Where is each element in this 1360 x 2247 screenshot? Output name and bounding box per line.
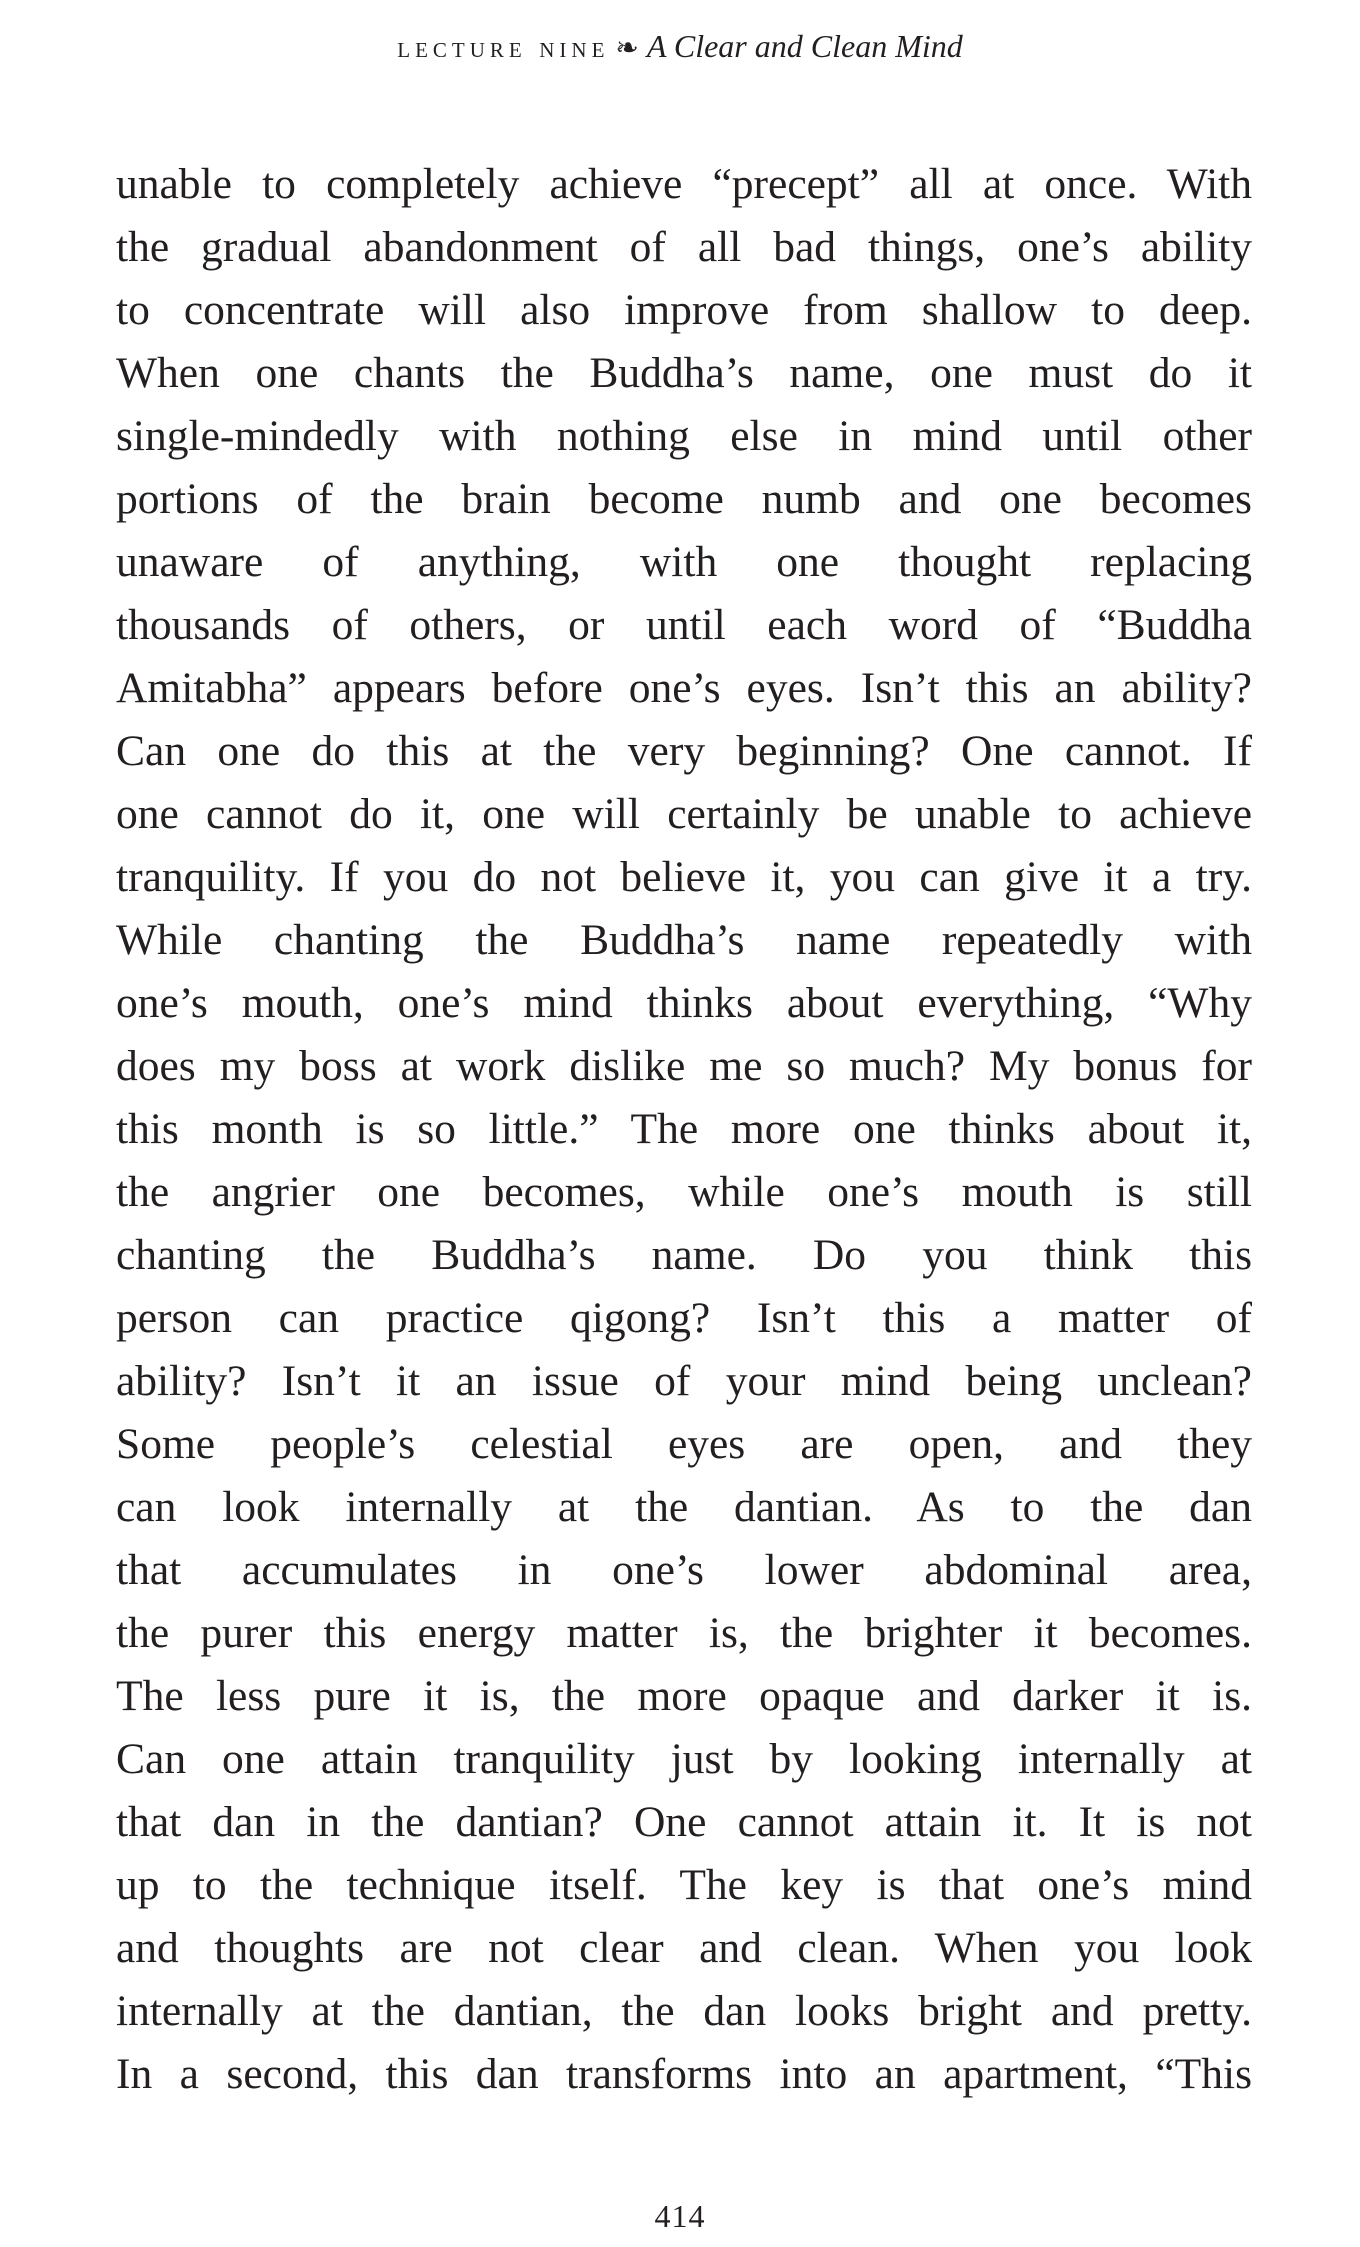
text-line: can look internally at the dantian. As to the dan: [116, 1483, 1252, 1531]
text-line: that dan in the dantian? One cannot attain it. It is not: [116, 1798, 1252, 1846]
text-line: one’s mouth, one’s mind thinks about everything, “Why: [116, 979, 1252, 1027]
page-number: 414: [654, 2198, 706, 2234]
text-line: unable to completely achieve “precept” all at once. With: [116, 160, 1252, 208]
text-line: Can one attain tranquility just by looking internally at: [116, 1735, 1252, 1783]
text-line: up to the technique itself. The key is that one’s mind: [116, 1861, 1252, 1909]
text-line: the angrier one becomes, while one’s mouth is still: [116, 1168, 1252, 1216]
text-line: thousands of others, or until each word of “Buddha: [116, 601, 1252, 649]
text-line: does my boss at work dislike me so much? My bonus for: [116, 1042, 1252, 1090]
text-line: While chanting the Buddha’s name repeatedly with: [116, 916, 1252, 964]
text-line: The less pure it is, the more opaque and darker it is.: [116, 1672, 1252, 1720]
text-line: this month is so little.” The more one thinks about it,: [116, 1105, 1252, 1153]
text-line: portions of the brain become numb and one becomes: [116, 475, 1252, 523]
text-line: one cannot do it, one will certainly be unable to achieve: [116, 790, 1252, 838]
text-line: the purer this energy matter is, the brighter it becomes.: [116, 1609, 1252, 1657]
text-line: In a second, this dan transforms into an apartment, “This: [116, 2050, 1252, 2098]
text-line: person can practice qigong? Isn’t this a matter of: [116, 1294, 1252, 1342]
text-line: the gradual abandonment of all bad things, one’s ability: [116, 223, 1252, 271]
text-line: to concentrate will also improve from shallow to deep.: [116, 286, 1252, 334]
text-line: Some people’s celestial eyes are open, and they: [116, 1420, 1252, 1468]
text-line: Amitabha” appears before one’s eyes. Isn’t this an ability?: [116, 664, 1252, 712]
running-head-title: A Clear and Clean Mind: [646, 28, 963, 64]
body-text: [116, 153, 1252, 2106]
text-line: Can one do this at the very beginning? One cannot. If: [116, 727, 1252, 775]
text-line: unaware of anything, with one thought replacing: [116, 538, 1252, 586]
text-line: and thoughts are not clear and clean. When you look: [116, 1924, 1252, 1972]
fleuron-icon: ❧: [615, 33, 639, 64]
text-line: single-mindedly with nothing else in mind until other: [116, 412, 1252, 460]
text-line: chanting the Buddha’s name. Do you think this: [116, 1231, 1252, 1279]
text-line: When one chants the Buddha’s name, one must do it: [116, 349, 1252, 397]
text-line: that accumulates in one’s lower abdominal area,: [116, 1546, 1252, 1594]
text-line: internally at the dantian, the dan looks bright and pretty.: [116, 1987, 1252, 2035]
text-line: ability? Isn’t it an issue of your mind being unclean?: [116, 1357, 1252, 1405]
running-head: [0, 24, 1360, 71]
text-line: tranquility. If you do not believe it, you can give it a try.: [116, 853, 1252, 901]
running-head-lecture: lecture nine: [397, 31, 610, 64]
